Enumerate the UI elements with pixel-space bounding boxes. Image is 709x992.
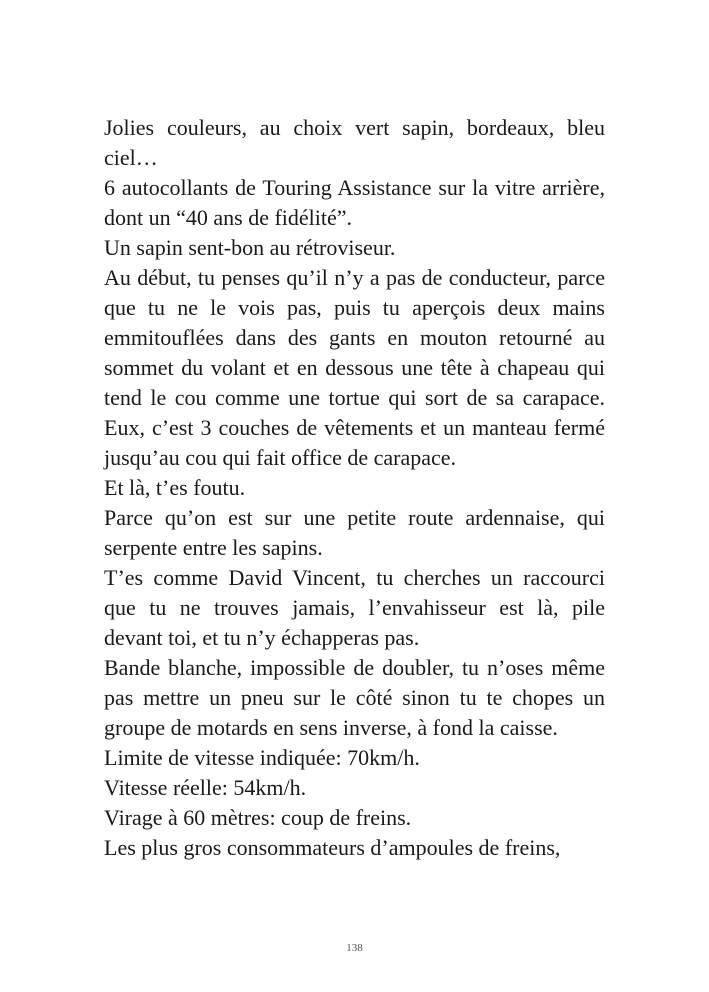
paragraph: Virage à 60 mètres: coup de freins.: [104, 805, 412, 830]
page-number: 138: [346, 942, 363, 954]
paragraph: Au début, tu penses qu’il n’y a pas de conducteur, parce que tu ne le vois pas, puis tu aperçois deux mains emmitouflées dans des gants en mouton retourné au sommet du volant et en dessous une tête à chapeau qui tend le cou comme une tortue qui sort de sa carapace. Eux, c’est 3 couches de vêtements et un manteau fermé jusqu’au cou qui fait office de carapace.: [104, 265, 605, 470]
paragraph: Un sapin sent-bon au rétroviseur.: [104, 235, 396, 260]
paragraph: Jolies couleurs, au choix vert sapin, bordeaux, bleu ciel…: [104, 115, 605, 170]
paragraph: Les plus gros consommateurs d’ampoules de freins,: [104, 835, 561, 860]
paragraph: Parce qu’on est sur une petite route ardennaise, qui serpente entre les sapins.: [104, 505, 605, 560]
paragraph: Vitesse réelle: 54km/h.: [104, 775, 307, 800]
body-text: [104, 113, 605, 863]
paragraph: Bande blanche, impossible de doubler, tu n’oses même pas mettre un pneu sur le côté sinon tu te chopes un groupe de motards en sens inverse, à fond la caisse.: [104, 655, 605, 740]
paragraph: Et là, t’es foutu.: [104, 475, 246, 500]
paragraph: 6 autocollants de Touring Assistance sur la vitre arrière, dont un “40 ans de fidélité”.: [104, 175, 605, 230]
paragraph: T’es comme David Vincent, tu cherches un raccourci que tu ne trouves jamais, l’envahisseur est là, pile devant toi, et tu n’y échapperas pas.: [104, 565, 605, 650]
paragraph: Limite de vitesse indiquée: 70km/h.: [104, 745, 420, 770]
